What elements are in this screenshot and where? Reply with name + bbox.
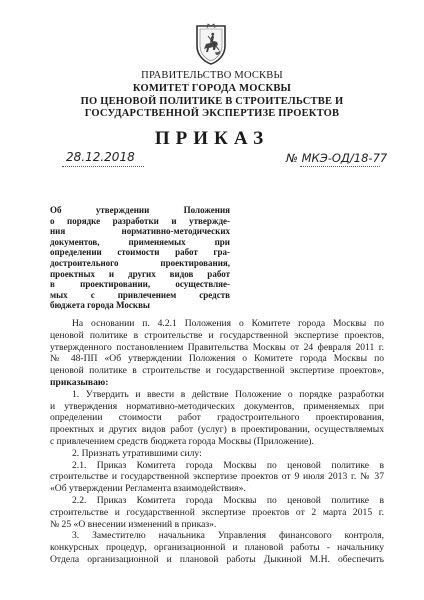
subject-line: бюджета города Москвы [50, 300, 150, 311]
order-subject [50, 205, 230, 311]
body-line: «Об утверждении Регламента взаимодействия». [50, 483, 246, 495]
committee-name-line: КОМИТЕТ ГОРОДА МОСКВЫ [132, 83, 292, 94]
body-line: строительстве и государственной экспертизе проектов от 2 марта 2015 г. [50, 506, 384, 518]
subject-line: документов, применяемых при [50, 236, 230, 247]
body-line: 2. Признать утратившими силу: [72, 447, 202, 459]
body-line: 2.2. Приказ Комитета города Москвы по ценовой политике в [72, 494, 384, 506]
committee-name [0, 83, 424, 121]
committee-name-line: ПО ЦЕНОВОЙ ПОЛИТИКЕ В СТРОИТЕЛЬСТВЕ И [80, 95, 344, 107]
date-underline [62, 166, 144, 167]
order-date: 28.12.2018 [66, 150, 135, 164]
body-line: и утверждения нормативно-методических документов, применяемых при [50, 400, 384, 412]
body-line: определении стоимости работ градостроительного проектирования, [50, 412, 384, 424]
order-body [50, 318, 384, 566]
order-number: № МКЭ-ОД/18-77 [286, 151, 388, 165]
subject-line: в проектировании, осуществляе- [50, 279, 230, 290]
body-line: строительстве и государственной экспертизе проектов от 9 июля 2013 г. № 37 [50, 471, 384, 483]
subject-line: проектных и других видов работ [50, 268, 230, 279]
body-line: ценовой политике в строительстве и государственной экспертизе проектов, [50, 329, 384, 341]
body-line: 1. Утвердить и ввести в действие Положение о порядке разработки [72, 388, 384, 400]
subject-line: ния нормативно-методических [50, 226, 230, 237]
body-line: № 25 «О внесении изменений в приказ». [50, 518, 217, 530]
subject-line: о порядке разработки и утвержде- [50, 215, 230, 226]
moscow-coat-of-arms-icon [193, 22, 229, 66]
number-underline [300, 166, 380, 167]
body-line: с привлечением средств бюджета города Москвы (Приложение). [50, 435, 314, 447]
body-line: ценовой политике в строительстве и государственной экспертизе проектов», [50, 365, 384, 377]
committee-name-line: ГОСУДАРСТВЕННОЙ ЭКСПЕРТИЗЕ ПРОЕКТОВ [84, 108, 340, 119]
subject-line: мых с привлечением средств [50, 289, 230, 300]
order-word: приказываю: [50, 376, 109, 388]
subject-line: определении стоимости работ гра- [50, 247, 230, 258]
document-type-title: ПРИКАЗ [154, 128, 270, 149]
subject-line: достроительного проектирования, [50, 257, 230, 268]
body-line: утвержденного постановлением Правительства Москвы от 24 февраля 2011 г. [50, 341, 384, 353]
body-line: 3. Заместителю начальника Управления финансового контроля, [72, 530, 384, 542]
body-line: конкурсных процедур, организационной и плановой работы - начальнику [50, 542, 384, 554]
body-line: На основании п. 4.2.1 Положения о Комитете города Москвы по [72, 318, 384, 329]
body-line: № 48-ПП «Об утверждении Положения о Комитете города Москвы по [50, 353, 384, 365]
subject-line: Об утверждении Положения [50, 205, 230, 215]
body-line: Отдела организационной и плановой работы Дыкиной М.Н. обеспечить [50, 553, 384, 565]
body-line: проектных и других видов работ (услуг) в проектировании, осуществляемых [50, 424, 384, 436]
government-name: ПРАВИТЕЛЬСТВО МОСКВЫ [141, 70, 283, 81]
body-line: 2.1. Приказ Комитета города Москвы по ценовой политике в [72, 459, 384, 471]
